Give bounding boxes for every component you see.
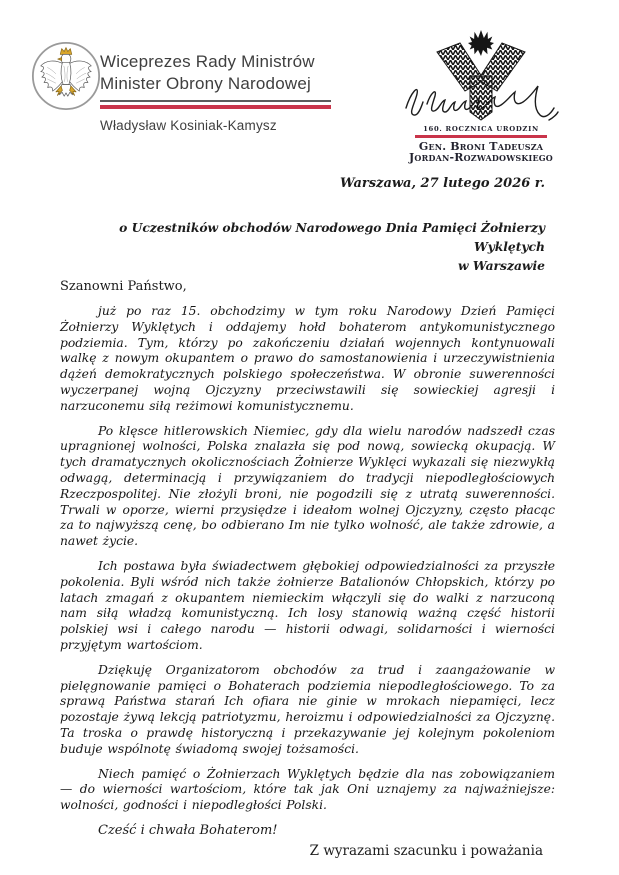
rozwadowski-emblem-icon: [403, 30, 559, 130]
flag-divider: [100, 100, 331, 109]
anniversary-emblem-block: [403, 30, 559, 164]
office-title-line1: Wiceprezes Rady Ministrów: [100, 52, 315, 71]
ministry-letterhead: [100, 51, 331, 133]
anniversary-caption: 160. ROCZNICA URODZIN: [423, 125, 539, 133]
valediction: Z wyrazami szacunku i poważania: [309, 842, 543, 859]
paragraph-5: Niech pamięć o Żołnierzach Wyklętych będzie dla nas zobowiązaniem — do wierności wartościom, które tak jak Oni uznajemy za najważniejsze: wolności, godności i niepodległości Polski.: [60, 766, 555, 813]
paragraph-4: Dziękuję Organizatorom obchodów za trud i zaangażowanie w pielęgnowanie pamięci o Bohaterach podziemia niepodległościowego. To za sprawą Państwa starań Ich ofiara nie ginie w mrokach niepamięci, lecz pozostaje żywą lekcją patriotyzmu, heroizmu i odpowiedzialności za Ojczyznę. Ta troska o prawdę historyczną i przekazywanie jej kolejnym pokoleniom buduje wspólnotę świadomą swojej tożsamości.: [60, 662, 555, 756]
paragraph-2: Po klęsce hitlerowskich Niemiec, gdy dla wielu narodów nadszedł czas upragnionej wolności, Polska znalazła się pod nową, sowiecką okupacją. W tych dramatycznych okolicznościach Żołnierze Wyklęci wykazali się niezwykłą odwagą, determinacją i przywiązaniem do tradycji niepodległościowych Rzeczpospolitej. Nie złożyli broni, nie pogodzili się z utratą suwerenności. Trwali w oporze, wierni przysiędze i ideałom wolnej Ojczyzny, często płacąc za to najwyższą cenę, bo odbierano Im nie tylko wolność, ale także zdrowie, a nawet życie.: [60, 423, 555, 549]
subject-heading: [60, 218, 555, 275]
salutation: Szanowni Państwo,: [60, 279, 187, 294]
minister-name: Władysław Kosiniak-Kamysz: [100, 118, 277, 133]
office-title-line2: Minister Obrony Narodowej: [100, 73, 311, 93]
flag-divider-red-line: [100, 105, 331, 109]
patron-name-line2: Jordan-Rozwadowskiego: [409, 151, 553, 164]
eagle-silhouette: [468, 30, 494, 56]
polish-eagle-emblem-icon: [30, 40, 102, 112]
anniversary-red-rule: [415, 135, 547, 138]
paragraph-3: Ich postawa była świadectwem głębokiej odpowiedzialności za przyszłe pokolenia. Byli wśród nich także żołnierze Batalionów Chłopskich, którzy po latach zmagań z okupantem niemieckim włączyli się do walki z narzuconą nam siłą władzą komunistyczną. Ich losy stanowią ważną część historii polskiej wsi i całego narodu — historii odwagi, solidarności i wierności przyjętym wartościom.: [60, 558, 555, 652]
dateline: Warszawa, 27 lutego 2026 r.: [340, 176, 545, 191]
letter-body: [60, 176, 555, 875]
subject-line2: w Warszawie: [457, 258, 545, 273]
closing-exclamation: Cześć i chwała Bohaterom!: [98, 822, 278, 838]
paragraph-1: już po raz 15. obchodzimy w tym roku Narodowy Dzień Pamięci Żołnierzy Wyklętych i oddajemy hołd bohaterom antykomunistycznego podziemia. Tym, którzy po zakończeniu działań wojennych kontynuowali walkę z nowym okupantem o prawo do samostanowienia i urzeczywistnienia dążeń demokratycznych polskiego społeczeństwa. W obronie suwerenności wyczerpanej wojną Ojczyzny przeciwstawili się sowieckiej agresji i narzuconemu siłą reżimowi komunistycznemu.: [60, 304, 555, 413]
patron-name-line1: Gen. Broni Tadeusza: [418, 139, 544, 153]
subject-line1: o Uczestników obchodów Narodowego Dnia Pamięci Żołnierzy Wyklętych: [119, 220, 545, 254]
